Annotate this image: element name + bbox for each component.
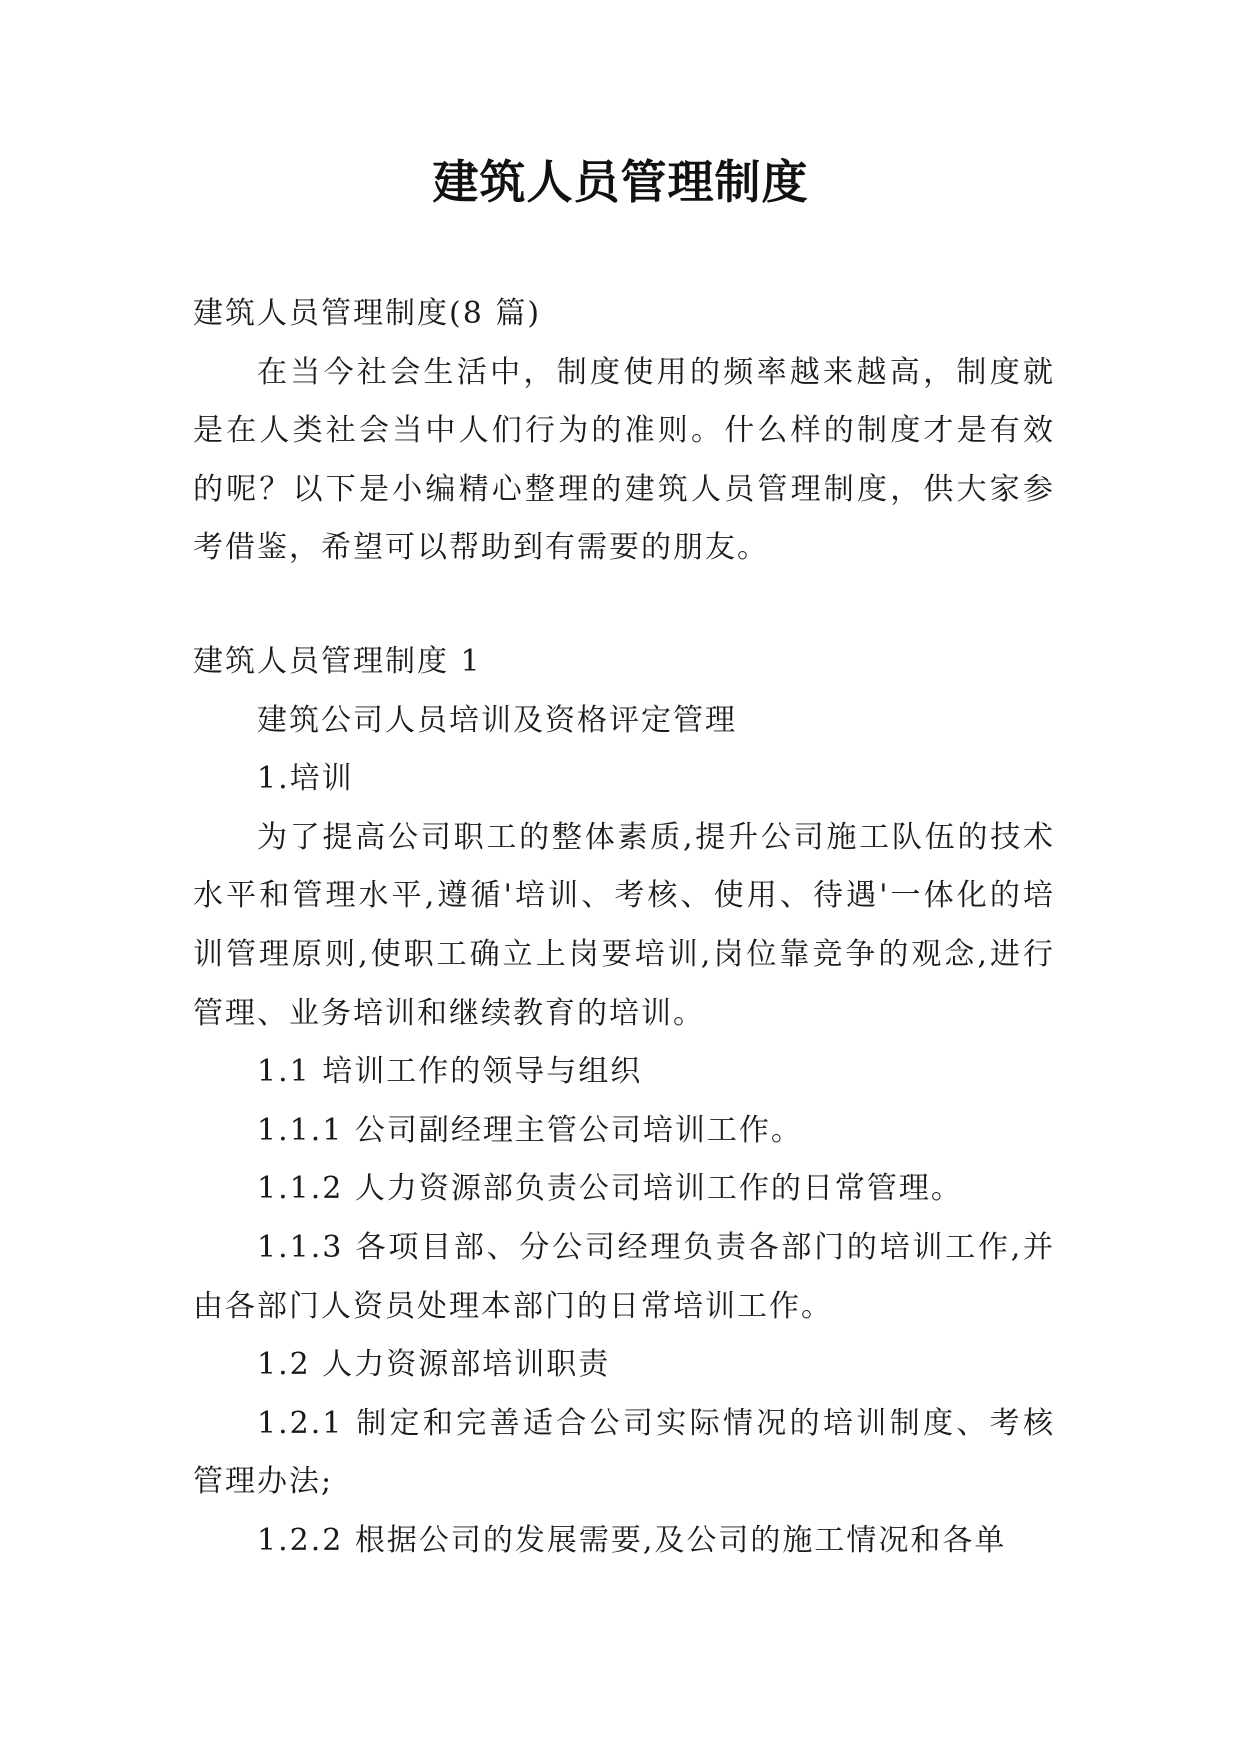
paragraph: 1.2.2 根据公司的发展需要,及公司的施工情况和各单: [257, 1522, 1007, 1558]
section-heading: 建筑人员管理制度 1: [193, 643, 482, 679]
paragraph: 1.2.1 制定和完善适合公司实际情况的培训制度、考核管理办法;: [193, 1405, 1055, 1500]
paragraph: 1.1.1 公司副经理主管公司培训工作。: [257, 1112, 803, 1148]
paragraph: 1.1.2 人力资源部负责公司培训工作的日常管理。: [257, 1171, 963, 1207]
paragraph: 建筑公司人员培训及资格评定管理: [257, 702, 737, 738]
paragraph: 为了提高公司职工的整体素质,提升公司施工队伍的技术水平和管理水平,遵循'培训、考核、使用、待遇'一体化的培训管理原则,使职工确立上岗要培训,岗位靠竞争的观念,进行管理、业务培训和继续教育的培训。: [193, 819, 1055, 1031]
section-spacer: [193, 578, 1055, 633]
intro-paragraph: 在当今社会生活中，制度使用的频率越来越高，制度就是在人类社会当中人们行为的准则。什么样的制度才是有效的呢？以下是小编精心整理的建筑人员管理制度，供大家参考借鉴，希望可以帮助到有需要的朋友。: [193, 354, 1055, 566]
paragraph: 1.1.3 各项目部、分公司经理负责各部门的培训工作,并由各部门人资员处理本部门的日常培训工作。: [193, 1229, 1055, 1324]
paragraph: 1.培训: [257, 761, 354, 797]
document-subtitle: 建筑人员管理制度(8 篇): [193, 296, 542, 331]
document-title: 建筑人员管理制度: [432, 155, 809, 209]
paragraph: 1.1 培训工作的领导与组织: [257, 1054, 643, 1090]
document-body: [193, 285, 1055, 1570]
paragraph: 1.2 人力资源部培训职责: [257, 1347, 611, 1383]
